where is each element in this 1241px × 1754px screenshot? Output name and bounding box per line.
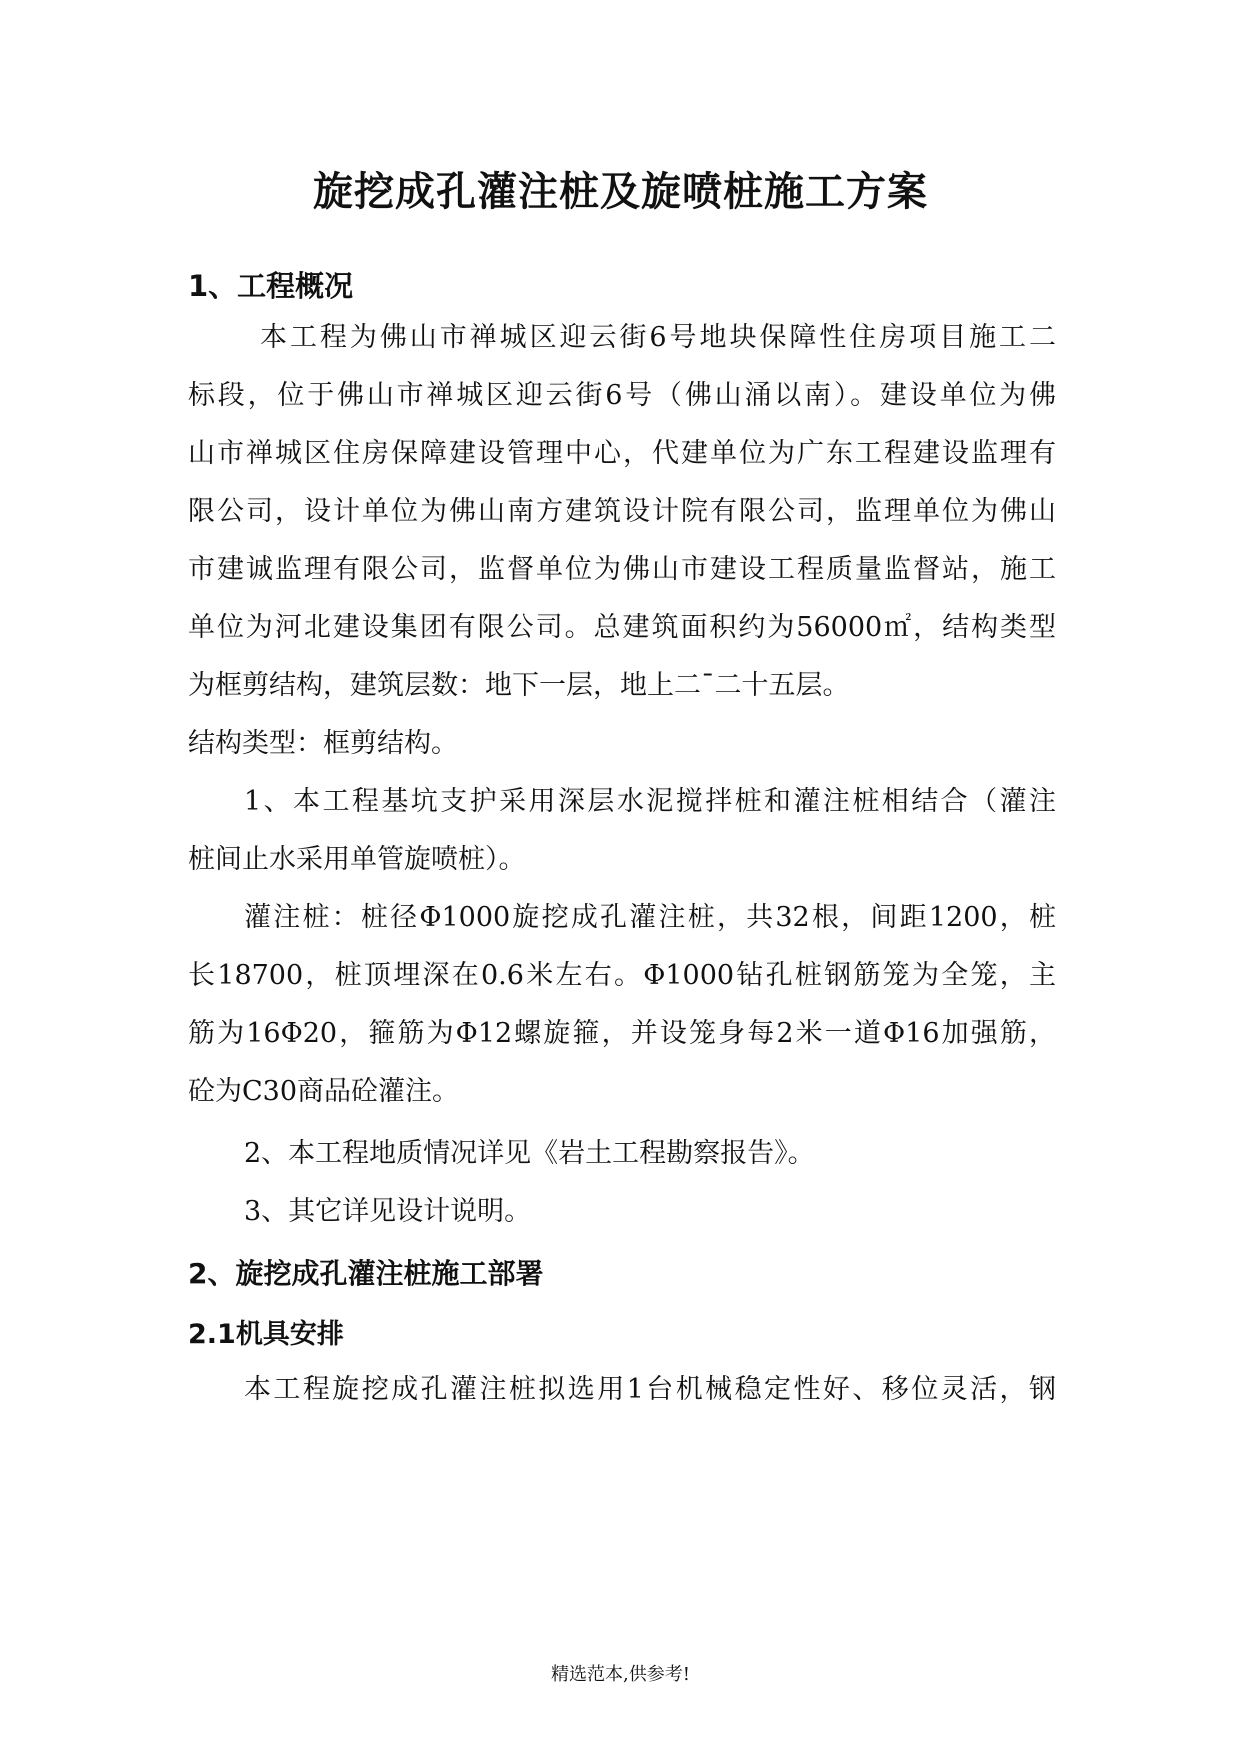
paragraph-line: 本工程旋挖成孔灌注桩拟选用1台机械稳定性好、移位灵活，钢 — [244, 1374, 1056, 1405]
paragraph-line: 山市禅城区住房保障建设管理中心，代建单位为广东工程建设监理有 — [188, 438, 1056, 469]
paragraph-line: 标段，位于佛山市禅城区迎云街6号（佛山涌以南）。建设单位为佛 — [188, 380, 1056, 411]
paragraph-line: 3、其它详见设计说明。 — [244, 1196, 532, 1227]
paragraph-line: 筋为16Φ20，箍筋为Φ12螺旋箍，并设笼身每2米一道Φ16加强筋， — [188, 1018, 1056, 1049]
paragraph-line: 长18700，桩顶埋深在0.6米左右。Φ1000钻孔桩钢筋笼为全笼，主 — [188, 960, 1056, 991]
paragraph-line: 市建诚监理有限公司，监督单位为佛山市建设工程质量监督站，施工 — [188, 554, 1056, 585]
paragraph-line: 单位为河北建设集团有限公司。总建筑面积约为56000㎡，结构类型 — [188, 612, 1056, 643]
paragraph-line: 结构类型：框剪结构。 — [188, 728, 458, 759]
paragraph-line: 2、本工程地质情况详见《岩土工程勘察报告》。 — [244, 1138, 815, 1169]
paragraph-line: 桩间止水采用单管旋喷桩）。 — [188, 844, 526, 875]
section-2-heading: 2、旋挖成孔灌注桩施工部署 — [188, 1257, 544, 1290]
paragraph-line: 砼为C30商品砼灌注。 — [188, 1076, 460, 1107]
subsection-2-1-heading: 2.1机具安排 — [188, 1319, 344, 1350]
document-title: 旋挖成孔灌注桩及旋喷桩施工方案 — [313, 169, 928, 215]
paragraph-line: 本工程为佛山市禅城区迎云街6号地块保障性住房项目施工二 — [260, 322, 1056, 353]
section-1-heading: 1、工程概况 — [188, 269, 354, 303]
page-footer: 精选范本,供参考! — [551, 1664, 690, 1685]
paragraph-line: 限公司，设计单位为佛山南方建筑设计院有限公司，监理单位为佛山 — [188, 496, 1056, 527]
paragraph-line: 灌注桩：桩径Φ1000旋挖成孔灌注桩，共32根，间距1200，桩 — [244, 902, 1056, 933]
paragraph-line: 1、本工程基坑支护采用深层水泥搅拌桩和灌注桩相结合（灌注 — [244, 786, 1056, 817]
paragraph-line: 为框剪结构，建筑层数：地下一层，地上二¯二十五层。 — [188, 670, 850, 701]
